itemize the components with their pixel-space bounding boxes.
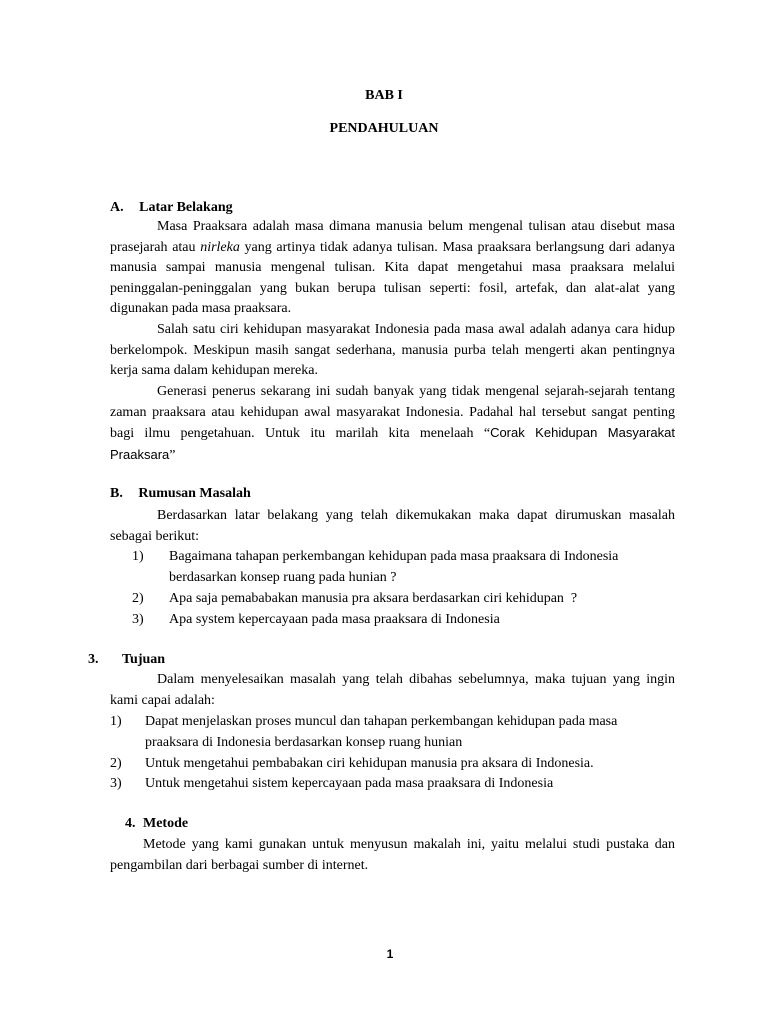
section-3-intro (110, 670, 675, 711)
list-item-text: Bagaimana tahapan perkembangan kehidupan pada masa praaksara di Indonesia (169, 549, 619, 564)
list-item-number: 1) (132, 549, 144, 564)
section-a-p3-text: Generasi penerus sekarang ini sudah banyak yang tidak mengenal sejarah-sejarah tentang zaman praaksara atau kehidupan awal masyarakat Indonesia. Padahal hal tersebut sangat penting bagi ilmu pengetahuan. Untuk itu marilah kita menelaah “ (110, 384, 675, 442)
section-a-paragraph-1 (110, 217, 675, 320)
section-a-title: Latar Belakang (139, 200, 233, 215)
section-3-marker: 3. (88, 652, 99, 667)
section-a-heading (110, 200, 233, 216)
section-a-p2-text: Salah satu ciri kehidupan masyarakat Indonesia pada masa awal adalah adanya cara hidup berkelompok. Meskipun masih sangat sederhana, manusia purba telah mengerti akan pentingnya kerja sama dalam kehidupan mereka. (110, 322, 675, 379)
section-a-p1-text-after: yang artinya tidak adanya tulisan. Masa praaksara berlangsung dari adanya manusia sampai manusia mengenal tulisan. Kita dapat mengetahui masa praaksara melalui peninggalan-peninggalan yang bukan berupa tulisan seperti: fosil, artefak, dan alat-alat yang digunakan pada masa praaksara. (110, 239, 675, 317)
section-b-heading (110, 486, 251, 502)
section-a-p3-quote: Corak Kehidupan Masyarakat Praaksara (110, 425, 675, 462)
section-3-intro-text: Dalam menyelesaikan masalah yang telah dibahas sebelumnya, maka tujuan yang ingin kami capai adalah: (110, 672, 675, 708)
section-3-title: Tujuan (122, 652, 166, 667)
section-4-marker: 4. (125, 816, 136, 831)
list-item-number: 2) (110, 756, 122, 771)
list-item-text: Dapat menjelaskan proses muncul dan tahapan perkembangan kehidupan pada masa (145, 714, 618, 729)
chapter-label: BAB I (365, 88, 403, 103)
list-item-number: 3) (132, 612, 144, 627)
section-b-title: Rumusan Masalah (138, 486, 251, 501)
list-item-number: 1) (110, 714, 122, 729)
list-item-text-continued: praaksara di Indonesia berdasarkan konsep ruang hunian (145, 735, 463, 750)
section-a-p1-text: Masa Praaksara adalah masa dimana manusia belum mengenal tulisan atau disebut masa prasejarah atau (110, 219, 675, 255)
section-b-marker: B. (110, 486, 123, 501)
page-number: 1 (386, 947, 394, 961)
list-item-number: 3) (110, 776, 122, 791)
list-item-number: 2) (132, 591, 144, 606)
list-item-text-continued: berdasarkan konsep ruang pada hunian ? (169, 570, 397, 585)
list-item (110, 712, 677, 754)
section-4-heading (125, 816, 188, 832)
section-a-paragraph-3 (110, 382, 675, 466)
section-4-paragraph (110, 835, 675, 876)
section-a-p1-italic: nirleka (200, 239, 240, 255)
section-4-text: Metode yang kami gunakan untuk menyusun makalah ini, yaitu melalui studi pustaka dan pengambilan dari berbagai sumber di internet. (110, 837, 675, 873)
section-b-intro-text: Berdasarkan latar belakang yang telah dikemukakan maka dapat dirumuskan masalah sebagai berikut: (110, 508, 675, 544)
section-b-intro (110, 506, 675, 547)
list-item (132, 547, 677, 589)
section-a-marker: A. (110, 200, 124, 215)
list-item-text: Apa saja pemababakan manusia pra aksara berdasarkan ciri kehidupan ? (169, 591, 578, 606)
list-item-text: Untuk mengetahui sistem kepercayaan pada masa praaksara di Indonesia (145, 776, 554, 791)
section-a-paragraph-2 (110, 320, 675, 382)
section-a-p3-close-quote: ” (169, 447, 176, 463)
list-item-text: Apa system kepercayaan pada masa praaksara di Indonesia (169, 612, 500, 627)
chapter-title: PENDAHULUAN (329, 121, 439, 136)
section-3-heading (88, 652, 165, 668)
list-item-text: Untuk mengetahui pembabakan ciri kehidupan manusia pra aksara di Indonesia. (145, 756, 594, 771)
section-4-title: Metode (143, 816, 189, 831)
